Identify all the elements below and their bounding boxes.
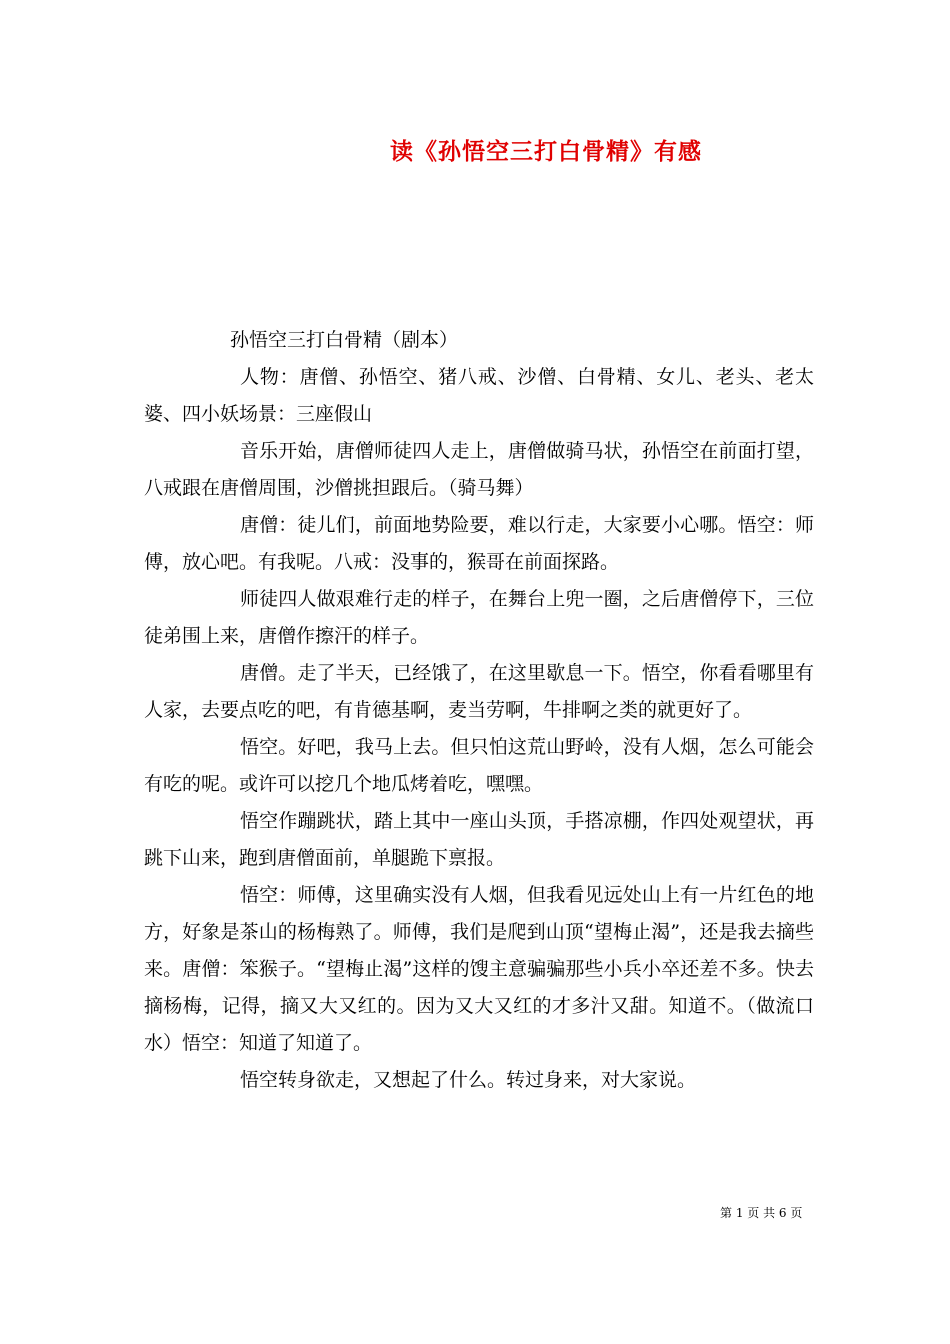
document-title: 读《孙悟空三打白骨精》有感 [390, 138, 702, 165]
paragraph-dialogue-2: 唐僧。走了半天，已经饿了，在这里歇息一下。悟空，你看看哪里有人家，去要点吃的吧，有肯德基啊，麦当劳啊，牛排啊之类的就更好了。 [144, 662, 814, 721]
paragraph-dialogue-4: 悟空：师傅，这里确实没有人烟，但我看见远处山上有一片红色的地方，好象是茶山的杨梅熟了。师傅，我们是爬到山顶“望梅止渴”，还是我去摘些来。唐僧：笨猴子。“望梅止渴”这样的馊主意骗骗那些小兵小卒还差不多。快去摘杨梅，记得，摘又大又红的。因为又大又红的才多汁又甜。知道不。（做流口水）悟空：知道了知道了。 [144, 884, 814, 1054]
page-number-footer: 第 1 页 共 6 页 [720, 1206, 803, 1220]
paragraph-dialogue-3: 悟空。好吧，我马上去。但只怕这荒山野岭，没有人烟，怎么可能会有吃的呢。或许可以挖几个地瓜烤着吃，嘿嘿。 [144, 736, 814, 795]
paragraph-opening: 音乐开始，唐僧师徒四人走上，唐僧做骑马状，孙悟空在前面打望，八戒跟在唐僧周围，沙僧挑担跟后。（骑马舞） [144, 440, 814, 499]
paragraph-characters: 人物：唐僧、孙悟空、猪八戒、沙僧、白骨精、女儿、老头、老太婆、四小妖场景：三座假山 [144, 366, 814, 425]
paragraph-action-1: 师徒四人做艰难行走的样子，在舞台上兜一圈，之后唐僧停下，三位徒弟围上来，唐僧作擦汗的样子。 [144, 588, 814, 647]
paragraph-dialogue-1: 唐僧：徒儿们，前面地势险要，难以行走，大家要小心哪。悟空：师傅，放心吧。有我呢。八戒：没事的，猴哥在前面探路。 [144, 514, 814, 573]
paragraph-action-3: 悟空转身欲走，又想起了什么。转过身来，对大家说。 [240, 1069, 697, 1091]
script-subtitle: 孙悟空三打白骨精（剧本） [230, 329, 459, 351]
document-body [144, 322, 814, 1099]
paragraph-action-2: 悟空作蹦跳状，踏上其中一座山头顶，手搭凉棚，作四处观望状，再跳下山来，跑到唐僧面前，单腿跪下禀报。 [144, 810, 814, 869]
